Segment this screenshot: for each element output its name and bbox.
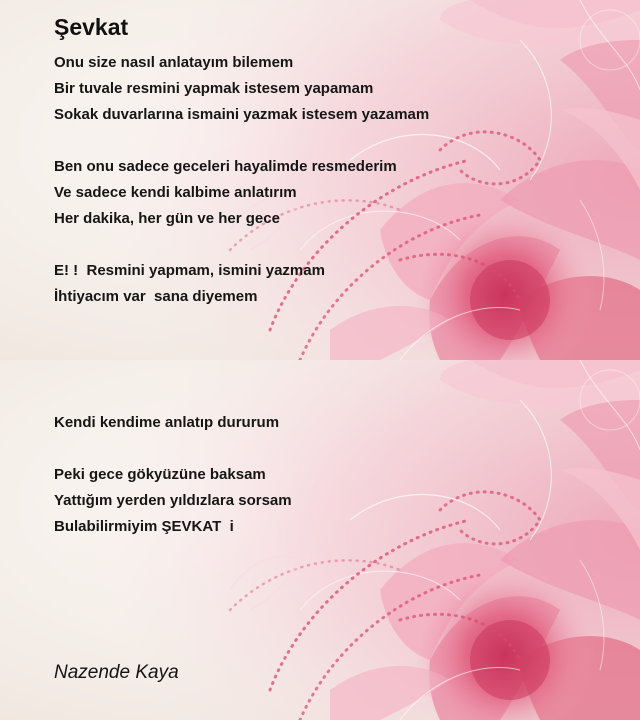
poem-line: Peki gece gökyüzüne baksam: [54, 466, 266, 483]
poem-author: Nazende Kaya: [54, 662, 179, 683]
poem-card-bottom: [0, 360, 640, 720]
poem-title: Şevkat: [54, 14, 129, 40]
poem-line: Kendi kendime anlatıp dururum: [54, 414, 280, 431]
poem-line: Bulabilirmiyim ŞEVKAT i: [54, 518, 234, 535]
poem-line: Ben onu sadece geceleri hayalimde resmederim: [54, 158, 397, 175]
poem-line: Onu size nasıl anlatayım bilemem: [54, 54, 294, 71]
poem-line: Bir tuvale resmini yapmak istesem yapamam: [54, 80, 374, 97]
poem-line: Her dakika, her gün ve her gece: [54, 210, 280, 227]
poem-line: E! ! Resmini yapmam, ismini yazmam: [54, 262, 325, 279]
poem-line: Ve sadece kendi kalbime anlatırım: [54, 184, 297, 201]
poem-line: Sokak duvarlarına ismaini yazmak istesem yazamam: [54, 106, 430, 123]
poem-line: Yattığım yerden yıldızlara sorsam: [54, 492, 292, 509]
poem-line: İhtiyacım var sana diyemem: [54, 288, 258, 305]
